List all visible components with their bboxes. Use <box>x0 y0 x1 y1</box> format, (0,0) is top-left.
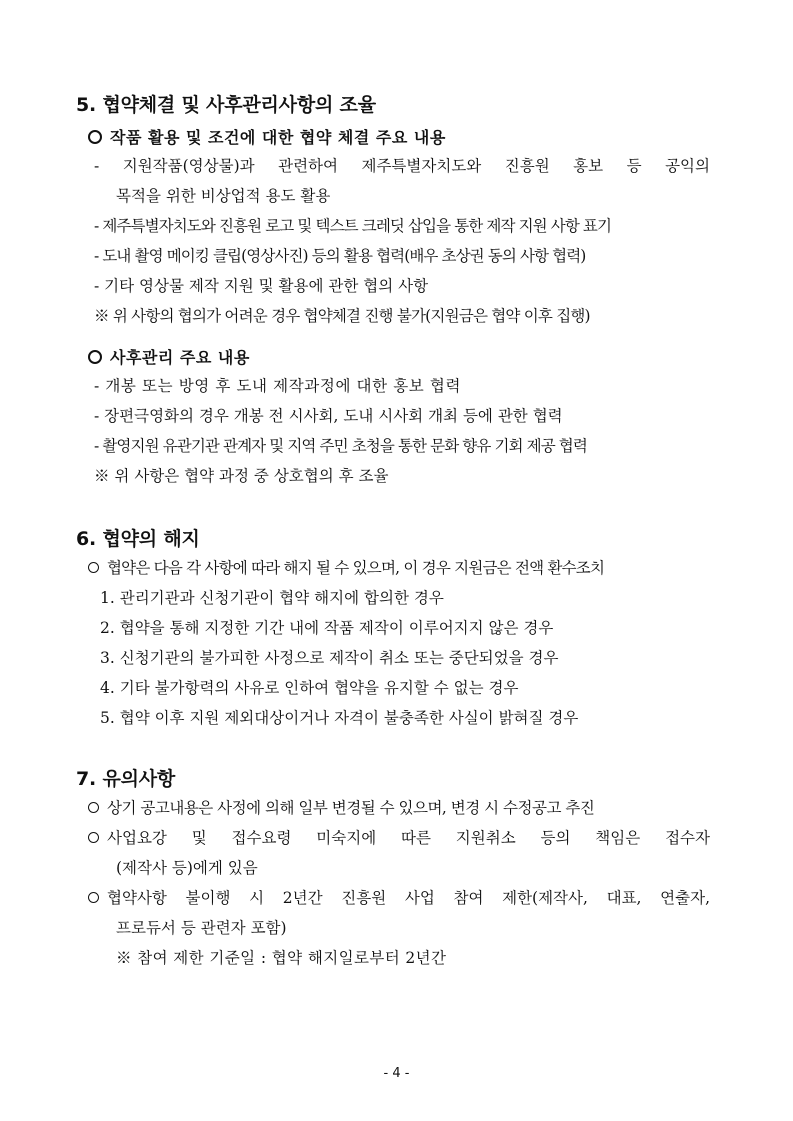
notice-item-continued: 프로듀서 등 관련자 포함) <box>116 919 287 937</box>
section-7-title: 7. 유의사항 <box>76 768 176 790</box>
list-item: 1. 관리기관과 신청기관이 협약 해지에 합의한 경우 <box>100 589 444 607</box>
section-6-intro: 협약은 다음 각 사항에 따라 해지 될 수 있으며, 이 경우 지원금은 전액 환수조치 <box>88 556 604 578</box>
subsection-post-management <box>88 345 250 368</box>
list-item: 4. 기타 불가항력의 사유로 인하여 협약을 유지할 수 없는 경우 <box>100 679 519 697</box>
subsection-title: 사후관리 주요 내용 <box>110 348 250 367</box>
list-item: 목적을 위한 비상업적 용도 활용 <box>116 187 331 205</box>
subsection-title: 작품 활용 및 조건에 대한 협약 체결 주요 내용 <box>110 128 446 147</box>
notice-item: 상기 공고내용은 사정에 의해 일부 변경될 수 있으며, 변경 시 수정공고 추진 <box>88 796 594 818</box>
list-item: - 개봉 또는 방영 후 도내 제작과정에 대한 홍보 협력 <box>94 377 462 395</box>
list-item: - 도내 촬영 메이킹 클립(영상사진) 등의 활용 협력(배우 초상권 동의 사항 협력) <box>94 247 586 265</box>
circle-bullet-icon <box>88 802 99 813</box>
circle-bullet-icon <box>88 892 99 903</box>
notice-item: 협약사항 불이행 시 2년간 진흥원 사업 참여 제한(제작사, 대표, 연출자, <box>88 886 710 908</box>
note-item: ※ 위 사항의 협의가 어려운 경우 협약체결 진행 불가(지원금은 협약 이후 집행) <box>94 307 590 325</box>
list-item: 2. 협약을 통해 지정한 기간 내에 작품 제작이 이루어지지 않은 경우 <box>100 619 554 637</box>
list-item: - 기타 영상물 제작 지원 및 활용에 관한 협의 사항 <box>94 277 429 295</box>
note-item: ※ 위 사항은 협약 과정 중 상호협의 후 조율 <box>94 467 389 485</box>
circle-bullet-icon <box>88 562 99 573</box>
notice-item-continued: (제작사 등)에게 있음 <box>116 859 258 877</box>
page-number: - 4 - <box>383 1066 410 1081</box>
list-item: - 지원작품(영상물)과 관련하여 제주특별자치도와 진흥원 홍보 등 공익의 <box>94 157 710 175</box>
notice-item: 사업요강 및 접수요령 미숙지에 따른 지원취소 등의 책임은 접수자 <box>88 826 710 848</box>
list-item: - 제주특별자치도와 진흥원 로고 및 텍스트 크레딧 삽입을 통한 제작 지원 사항 표기 <box>94 217 612 235</box>
list-item: 3. 신청기관의 불가피한 사정으로 제작이 취소 또는 중단되었을 경우 <box>100 649 559 667</box>
list-item: - 촬영지원 유관기관 관계자 및 지역 주민 초청을 통한 문화 향유 기회 제공 협력 <box>94 437 587 455</box>
note-item: ※ 참여 제한 기준일 : 협약 해지일로부터 2년간 <box>116 949 447 967</box>
list-item: - 장편극영화의 경우 개봉 전 시사회, 도내 시사회 개최 등에 관한 협력 <box>94 407 563 425</box>
circle-bullet-icon <box>88 130 102 144</box>
subsection-contract-conditions <box>88 125 446 148</box>
section-6-title: 6. 협약의 해지 <box>76 528 200 550</box>
circle-bullet-icon <box>88 350 102 364</box>
circle-bullet-icon <box>88 832 99 843</box>
list-item: 5. 협약 이후 지원 제외대상이거나 자격이 불충족한 사실이 밝혀질 경우 <box>100 709 579 727</box>
section-5-title: 5. 협약체결 및 사후관리사항의 조율 <box>76 94 376 116</box>
